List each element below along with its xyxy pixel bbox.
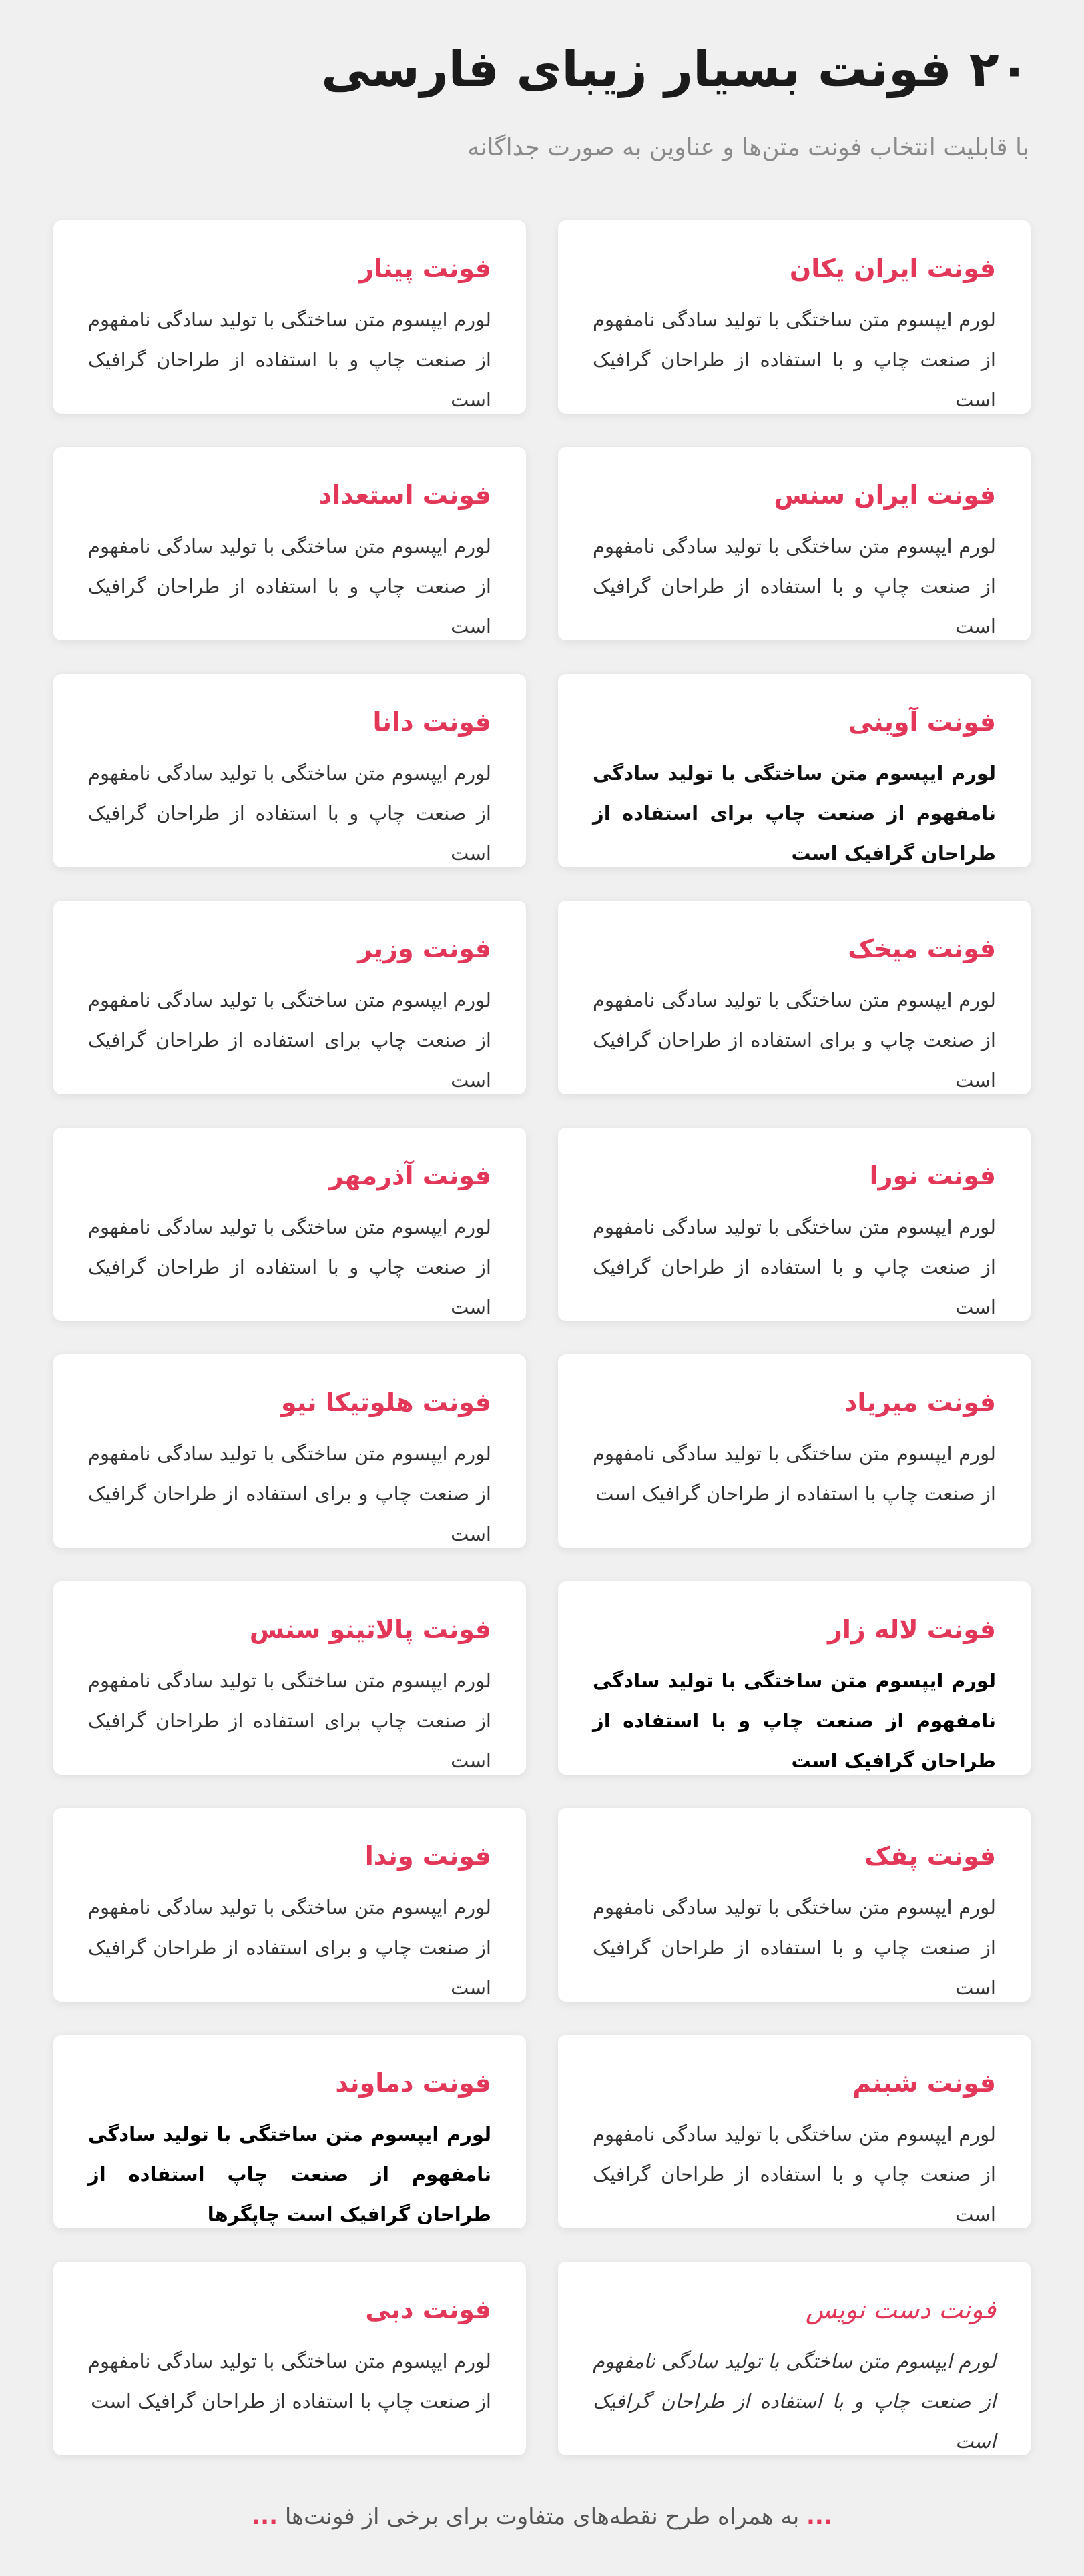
font-card-grid — [53, 220, 1031, 2455]
font-card-title: فونت وزیر — [358, 934, 491, 963]
font-card-avini — [558, 674, 1031, 867]
font-card-title: فونت آذرمهر — [328, 1161, 491, 1190]
dots-decoration: ... — [806, 2503, 832, 2530]
font-card-sample: لورم ایپسوم متن ساختگی با تولید سادگی نامفهوم از صنعت چاپ و با استفاده از طراحان گرافیک است — [88, 1216, 491, 1319]
font-card-title: فونت استعداد — [318, 480, 491, 510]
font-card-title: فونت میریاد — [844, 1388, 996, 1417]
font-card-sample: لورم ایپسوم متن ساختگی با تولید سادگی نامفهوم از صنعت چاپ و با استفاده از طراحان گرافیک است — [593, 2350, 996, 2453]
font-card-title: فونت شبنم — [852, 2068, 996, 2098]
font-card-sample: لورم ایپسوم متن ساختگی با تولید سادگی نامفهوم از صنعت چاپ و با استفاده از طراحان گرافیک است — [88, 762, 491, 865]
font-card-title: فونت ایران یکان — [789, 254, 996, 283]
font-card-pinar — [53, 220, 526, 414]
font-card-title: فونت هلوتیکا نیو — [280, 1388, 491, 1417]
font-card-damavand — [53, 2035, 526, 2228]
font-card-title: فونت دست نویس — [805, 2295, 996, 2324]
font-card-title: فونت دماوند — [335, 2068, 491, 2098]
font-card-title: فونت میخک — [848, 934, 996, 963]
font-card-title: فونت پینار — [359, 254, 491, 283]
font-card-sample: لورم ایپسوم متن ساختگی با تولید سادگی نامفهوم از صنعت چاپ و با استفاده از طراحان گرافیک است — [593, 308, 996, 412]
font-card-palatino-sans — [53, 1581, 526, 1775]
footer-text: به همراه طرح نقطه‌های متفاوت برای برخی از فونت‌ها — [284, 2503, 800, 2530]
dots-decoration: ... — [252, 2503, 278, 2530]
page-subtitle: با قابلیت انتخاب فونت متن‌ها و عناوین به صورت جداگانه — [467, 134, 1029, 161]
font-card-title: فونت پالاتینو سنس — [249, 1615, 491, 1644]
font-card-pofak — [558, 1808, 1031, 2002]
font-card-azarmehr — [53, 1128, 526, 1321]
font-card-sample: لورم ایپسوم متن ساختگی با تولید سادگی نامفهوم از صنعت چاپ و برای استفاده از طراحان گرافیک است — [88, 1896, 491, 2000]
font-card-iran-yekan — [558, 220, 1031, 414]
font-card-sample: لورم ایپسوم متن ساختگی با تولید سادگی نامفهوم از صنعت چاپ و با استفاده از طراحان گرافیک است — [593, 1216, 996, 1319]
font-card-estedad — [53, 447, 526, 640]
font-card-sample: لورم ایپسوم متن ساختگی با تولید سادگی نامفهوم از صنعت چاپ و برای استفاده از طراحان گرافیک است — [88, 1442, 491, 1546]
font-card-vanda — [53, 1808, 526, 2002]
font-card-sample: لورم ایپسوم متن ساختگی با تولید سادگی نامفهوم از صنعت چاپ و برای استفاده از طراحان گرافیک است — [593, 989, 996, 1092]
font-card-shabnam — [558, 2035, 1031, 2228]
font-card-title: فونت نورا — [869, 1161, 996, 1190]
font-card-title: فونت لاله زار — [827, 1615, 996, 1644]
font-card-sample: لورم ایپسوم متن ساختگی با تولید سادگی نامفهوم از صنعت چاپ برای استفاده از طراحان گرافیک است — [593, 762, 996, 865]
font-card-sample: لورم ایپسوم متن ساختگی با تولید سادگی نامفهوم از صنعت چاپ و با استفاده از طراحان گرافیک است — [593, 535, 996, 638]
font-card-mikhak — [558, 901, 1031, 1094]
font-card-myriad — [558, 1354, 1031, 1548]
font-card-title: فونت پفک — [864, 1841, 996, 1871]
font-card-iran-sans — [558, 447, 1031, 640]
font-card-sample: لورم ایپسوم متن ساختگی با تولید سادگی نامفهوم از صنعت چاپ با استفاده از طراحان گرافیک است — [593, 1442, 996, 1506]
font-card-title: فونت وندا — [364, 1841, 491, 1871]
font-card-helvetica-neue — [53, 1354, 526, 1548]
font-card-title: فونت آوینی — [848, 707, 996, 737]
font-card-title: فونت دبی — [365, 2295, 491, 2324]
font-card-handwriting — [558, 2262, 1031, 2455]
font-card-sample: لورم ایپسوم متن ساختگی با تولید سادگی نامفهوم از صنعت چاپ و با استفاده از طراحان گرافیک است — [88, 308, 491, 412]
font-card-sample: لورم ایپسوم متن ساختگی با تولید سادگی نامفهوم از صنعت چاپ و با استفاده از طراحان گرافیک است — [88, 535, 491, 638]
footer-note — [0, 2503, 1084, 2530]
font-card-sample: لورم ایپسوم متن ساختگی با تولید سادگی نامفهوم از صنعت چاپ و با استفاده از طراحان گرافیک است — [593, 2123, 996, 2226]
font-card-lalezar — [558, 1581, 1031, 1775]
font-card-sample: لورم ایپسوم متن ساختگی با تولید سادگی نامفهوم از صنعت چاپ و با استفاده از طراحان گرافیک است — [593, 1896, 996, 2000]
font-card-dubai — [53, 2262, 526, 2455]
font-card-dana — [53, 674, 526, 867]
font-card-noora — [558, 1128, 1031, 1321]
font-card-title: فونت ایران سنس — [774, 480, 996, 510]
page-title: ۲۰ فونت بسیار زیبای فارسی — [321, 41, 1029, 98]
font-card-vazir — [53, 901, 526, 1094]
font-card-title: فونت دانا — [372, 707, 491, 737]
font-card-sample: لورم ایپسوم متن ساختگی با تولید سادگی نامفهوم از صنعت چاپ برای استفاده از طراحان گرافیک است — [88, 989, 491, 1092]
font-card-sample: لورم ایپسوم متن ساختگی با تولید سادگی نامفهوم از صنعت چاپ استفاده از طراحان گرافیک است چاپگرها — [88, 2123, 491, 2226]
font-card-sample: لورم ایپسوم متن ساختگی با تولید سادگی نامفهوم از صنعت چاپ با استفاده از طراحان گرافیک است — [88, 2350, 491, 2413]
font-card-sample: لورم ایپسوم متن ساختگی با تولید سادگی نامفهوم از صنعت چاپ برای استفاده از طراحان گرافیک است — [88, 1669, 491, 1773]
font-card-sample: لورم ایپسوم متن ساختگی با تولید سادگی نامفهوم از صنعت چاپ و با استفاده از طراحان گرافیک است — [593, 1669, 996, 1773]
